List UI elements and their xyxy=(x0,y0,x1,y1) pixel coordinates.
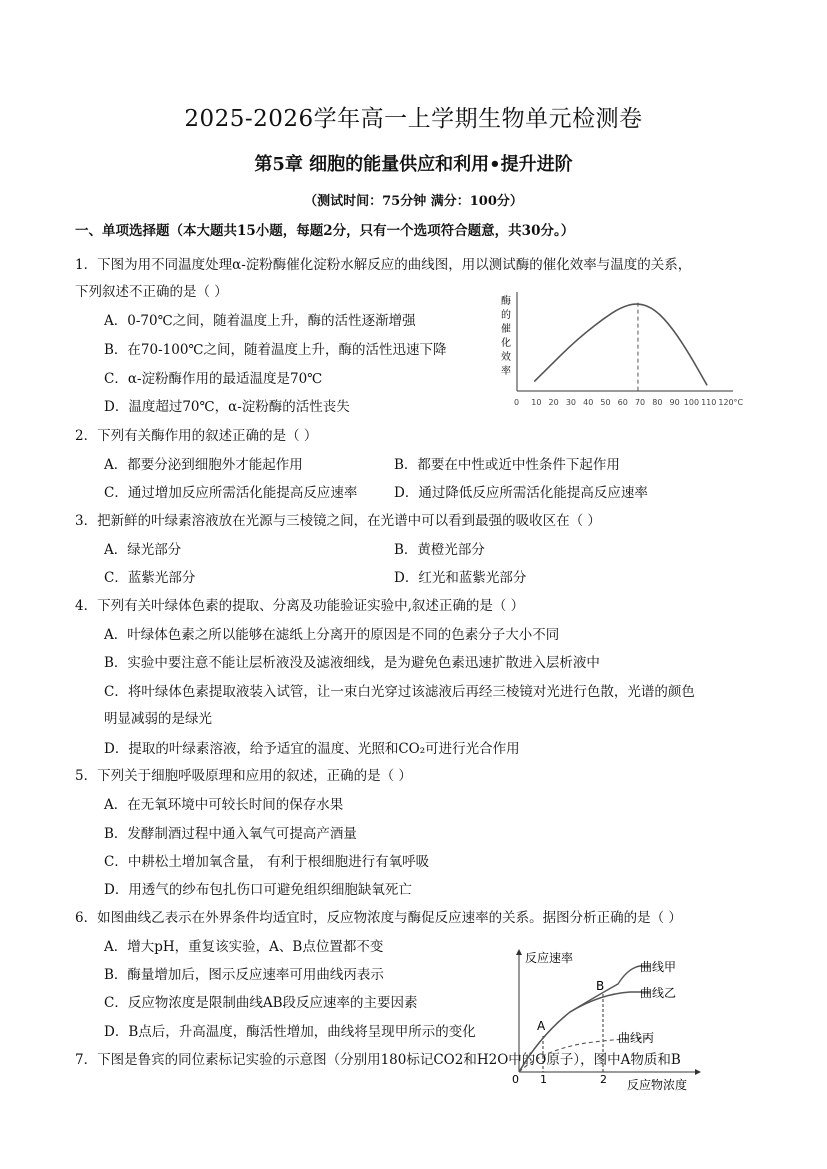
figure1-ylabel-char: 酶 xyxy=(501,296,511,307)
question-7-stem: 7．下图是鲁宾的同位素标记实验的示意图（分别用180标记CO2和H2O中的O原子），图中A物质和B xyxy=(75,1052,681,1068)
figure2-tick-0: 0 xyxy=(512,1073,519,1086)
figure1-x-tick: 110 xyxy=(701,398,717,407)
question-1-option-b: B．在70-100℃之间，随着温度上升，酶的活性迅速下降 xyxy=(104,342,447,358)
question-1-option-d: D．温度超过70℃，α-淀粉酶的活性丧失 xyxy=(104,399,350,415)
reaction-rate-chart xyxy=(500,944,715,1094)
question-1-option-c: C．α-淀粉酶作用的最适温度是70℃ xyxy=(104,371,323,387)
figure1-x-tick: 60 xyxy=(617,398,628,407)
question-2-stem: 2．下列有关酶作用的叙述正确的是（ ） xyxy=(75,428,318,444)
figure1-x-tick: 120 xyxy=(718,398,734,407)
question-5-option-c: C．中耕松土增加氧含量， 有利于根细胞进行有氧呼吸 xyxy=(104,854,430,870)
question-6-stem: 6．如图曲线乙表示在外界条件均适宜时，反应物浓度与酶促反应速率的关系。据图分析正确的是（ ） xyxy=(75,910,682,926)
question-4-option-d: D．提取的叶绿素溶液，给予适宜的温度、光照和CO₂可进行光合作用 xyxy=(104,741,520,757)
figure2-tick-2: 2 xyxy=(600,1073,607,1086)
figure1-ylabel-char: 化 xyxy=(501,338,511,349)
question-3-option-c: C．蓝紫光部分 xyxy=(104,570,196,586)
question-5-option-a: A．在无氧环境中可较长时间的保存水果 xyxy=(104,797,344,813)
label-curve-bing: 曲线丙 xyxy=(618,1031,655,1045)
figure1-x-tick: 100 xyxy=(683,398,700,407)
figure1-x-tick: 40 xyxy=(583,398,594,407)
test-meta: （测试时间：75分钟 满分：100分） xyxy=(304,194,523,209)
point-a-label: A xyxy=(537,1019,546,1033)
figure1-x-tick: 10 xyxy=(531,398,542,407)
question-1-stem-line1: 1．下图为用不同温度处理α-淀粉酶催化淀粉水解反应的曲线图，用以测试酶的催化效率与温度的关系， xyxy=(75,257,692,273)
question-4-option-c-cont: 明显减弱的是绿光 xyxy=(104,711,212,727)
section-heading: 一、单项选择题（本大题共15小题，每题2分，只有一个选项符合题意，共30分。） xyxy=(75,223,575,239)
question-2-option-b: B．都要在中性或近中性条件下起作用 xyxy=(394,457,620,473)
question-1-stem-line2: 下列叙述不正确的是（ ） xyxy=(75,284,228,300)
figure1-ylabel xyxy=(501,294,511,377)
figure1-x-tick: 0 xyxy=(514,398,520,407)
figure1-efficiency-curve xyxy=(534,304,707,385)
question-2-option-c: C．通过增加反应所需活化能提高反应速率 xyxy=(104,485,358,501)
question-2-option-d: D．通过降低反应所需活化能提高反应速率 xyxy=(394,485,648,501)
question-6-option-a: A．增大pH，重复该实验，A、B点位置都不变 xyxy=(104,939,384,955)
question-4-stem: 4．下列有关叶绿体色素的提取、分离及功能验证实验中,叙述正确的是（ ） xyxy=(75,598,525,614)
figure2-ylabel: 反应速率 xyxy=(525,951,574,965)
question-6-option-d: D．B点后，升高温度，酶活性增加，曲线将呈现甲所示的变化 xyxy=(104,1024,476,1040)
question-3-stem: 3．把新鲜的叶绿素溶液放在光源与三棱镜之间，在光谱中可以看到最强的吸收区在（ ） xyxy=(75,513,601,529)
figure1-x-tick: 50 xyxy=(600,398,611,407)
figure1-x-tick: 80 xyxy=(652,398,663,407)
question-3-option-d: D．红光和蓝紫光部分 xyxy=(394,570,527,586)
figure2-xlabel: 反应物浓度 xyxy=(627,1078,688,1092)
figure1-x-ticks xyxy=(514,398,743,407)
question-2-option-a: A．都要分泌到细胞外才能起作用 xyxy=(104,457,303,473)
chapter-subtitle: 第5章 细胞的能量供应和利用•提升进阶 xyxy=(254,154,573,175)
enzyme-temperature-chart xyxy=(495,288,745,413)
figure1-x-tick: 30 xyxy=(565,398,577,407)
figure1-x-tick: 20 xyxy=(548,398,559,407)
label-curve-yi: 曲线乙 xyxy=(640,986,677,1000)
figure1-ylabel-char: 效 xyxy=(501,352,511,363)
question-6-option-c: C．反应物浓度是限制曲线AB段反应速率的主要因素 xyxy=(104,995,418,1011)
question-4-option-b: B．实验中要注意不能让层析液没及滤液细线，是为避免色素迅速扩散进入层析液中 xyxy=(104,655,600,671)
question-3-option-b: B．黄橙光部分 xyxy=(394,542,485,558)
question-5-stem: 5．下列关于细胞呼吸原理和应用的叙述，正确的是（ ） xyxy=(75,768,412,784)
figure2-tick-1: 1 xyxy=(540,1073,547,1086)
question-4-option-c: C．将叶绿体色素提取液装入试管，让一束白光穿过该滤液后再经三棱镜对光进行色散，光谱的颜色 xyxy=(104,684,695,700)
figure1-ylabel-char: 催 xyxy=(501,324,511,335)
question-4-option-a: A．叶绿体色素之所以能够在滤纸上分离开的原因是不同的色素分子大小不同 xyxy=(104,627,560,643)
point-b-label: B xyxy=(596,979,605,993)
question-1-option-a: A．0-70℃之间，随着温度上升，酶的活性逐渐增强 xyxy=(104,313,416,329)
figure1-x-tick: 70 xyxy=(634,398,646,407)
question-5-option-d: D．用透气的纱布包扎伤口可避免组织细胞缺氧死亡 xyxy=(104,882,412,898)
label-curve-jia: 曲线甲 xyxy=(640,960,677,974)
page-title: 2025-2026学年高一上学期生物单元检测卷 xyxy=(184,106,643,132)
figure1-ylabel-char: 率 xyxy=(501,366,511,377)
question-6-option-b: B．酶量增加后，图示反应速率可用曲线丙表示 xyxy=(104,967,384,983)
figure1-x-tick: °C xyxy=(733,398,744,407)
question-3-option-a: A．绿光部分 xyxy=(104,542,182,558)
question-5-option-b: B．发酵制酒过程中通入氧气可提高产酒量 xyxy=(104,826,357,842)
figure1-ylabel-char: 的 xyxy=(501,310,511,321)
figure1-x-tick: 90 xyxy=(669,398,680,407)
